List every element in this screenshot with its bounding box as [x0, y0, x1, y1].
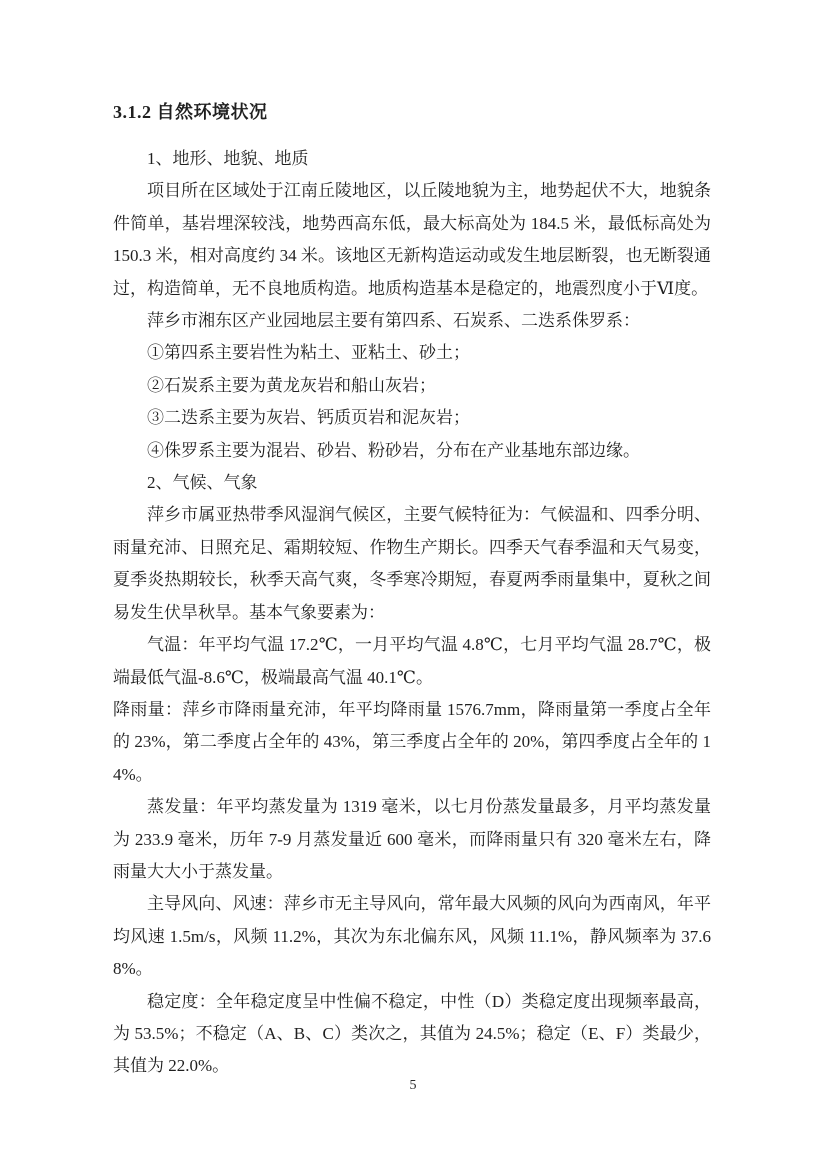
- rainfall-paragraph: 降雨量：萍乡市降雨量充沛，年平均降雨量 1576.7mm，降雨量第一季度占全年的 23%，第二季度占全年的 43%，第三季度占全年的 20%，第四季度占全年的 14%。: [113, 699, 711, 784]
- document-body: [113, 96, 711, 1083]
- strata-item-3: ③二迭系主要为灰岩、钙质页岩和泥灰岩；: [147, 408, 470, 428]
- wind-paragraph: 主导风向、风速：萍乡市无主导风向，常年最大风频的风向为西南风，年平均风速 1.5m/s，风频 11.2%，其次为东北偏东风，风频 11.1%，静风频率为 37.68%。: [113, 894, 711, 979]
- evaporation-paragraph: 蒸发量：年平均蒸发量为 1319 毫米，以七月份蒸发量最多，月平均蒸发量为 233.9 毫米，历年 7-9 月蒸发量近 600 毫米，而降雨量只有 320 毫米左右，降雨量大大小于蒸发量。: [113, 797, 711, 881]
- terrain-paragraph: 项目所在区域处于江南丘陵地区，以丘陵地貌为主，地势起伏不大，地貌条件简单，基岩埋深较浅，地势西高东低，最大标高处为 184.5 米，最低标高处为 150.3 米，相对高度约 34 米。该地区无新构造运动或发生地层断裂，也无断裂通过，构造简单，无不良地质构造。地质构造基本是稳定的，地震烈度小于Ⅵ度。: [113, 181, 711, 298]
- strata-item-2: ②石炭系主要为黄龙灰岩和船山灰岩；: [147, 375, 436, 395]
- strata-item-1: ①第四系主要岩性为粘土、亚粘土、砂土；: [147, 343, 470, 363]
- subsection-2-title: 2、气候、气象: [147, 473, 258, 493]
- page-number: 5: [409, 1078, 417, 1093]
- subsection-1-title: 1、地形、地貌、地质: [147, 149, 309, 168]
- stability-paragraph: 稳定度：全年稳定度呈中性偏不稳定，中性（D）类稳定度出现频率最高，为 53.5%；不稳定（A、B、C）类次之，其值为 24.5%；稳定（E、F）类最少，其值为 22.0%。: [113, 991, 711, 1076]
- strata-item-4: ④侏罗系主要为混岩、砂岩、粉砂岩，分布在产业基地东部边缘。: [147, 440, 640, 460]
- climate-paragraph: 萍乡市属亚热带季风湿润气候区，主要气候特征为：气候温和、四季分明、雨量充沛、日照充足、霜期较短、作物生产期长。四季天气春季温和天气易变，夏季炎热期较长，秋季天高气爽，冬季寒冷期短，春夏两季雨量集中，夏秋之间易发生伏旱秋旱。基本气象要素为：: [113, 505, 711, 622]
- section-heading: 3.1.2 自然环境状况: [113, 102, 268, 122]
- strata-intro-paragraph: 萍乡市湘东区产业园地层主要有第四系、石炭系、二迭系侏罗系：: [147, 311, 640, 331]
- temperature-paragraph: 气温：年平均气温 17.2℃，一月平均气温 4.8℃，七月平均气温 28.7℃，极端最低气温-8.6℃，极端最高气温 40.1℃。: [113, 635, 711, 687]
